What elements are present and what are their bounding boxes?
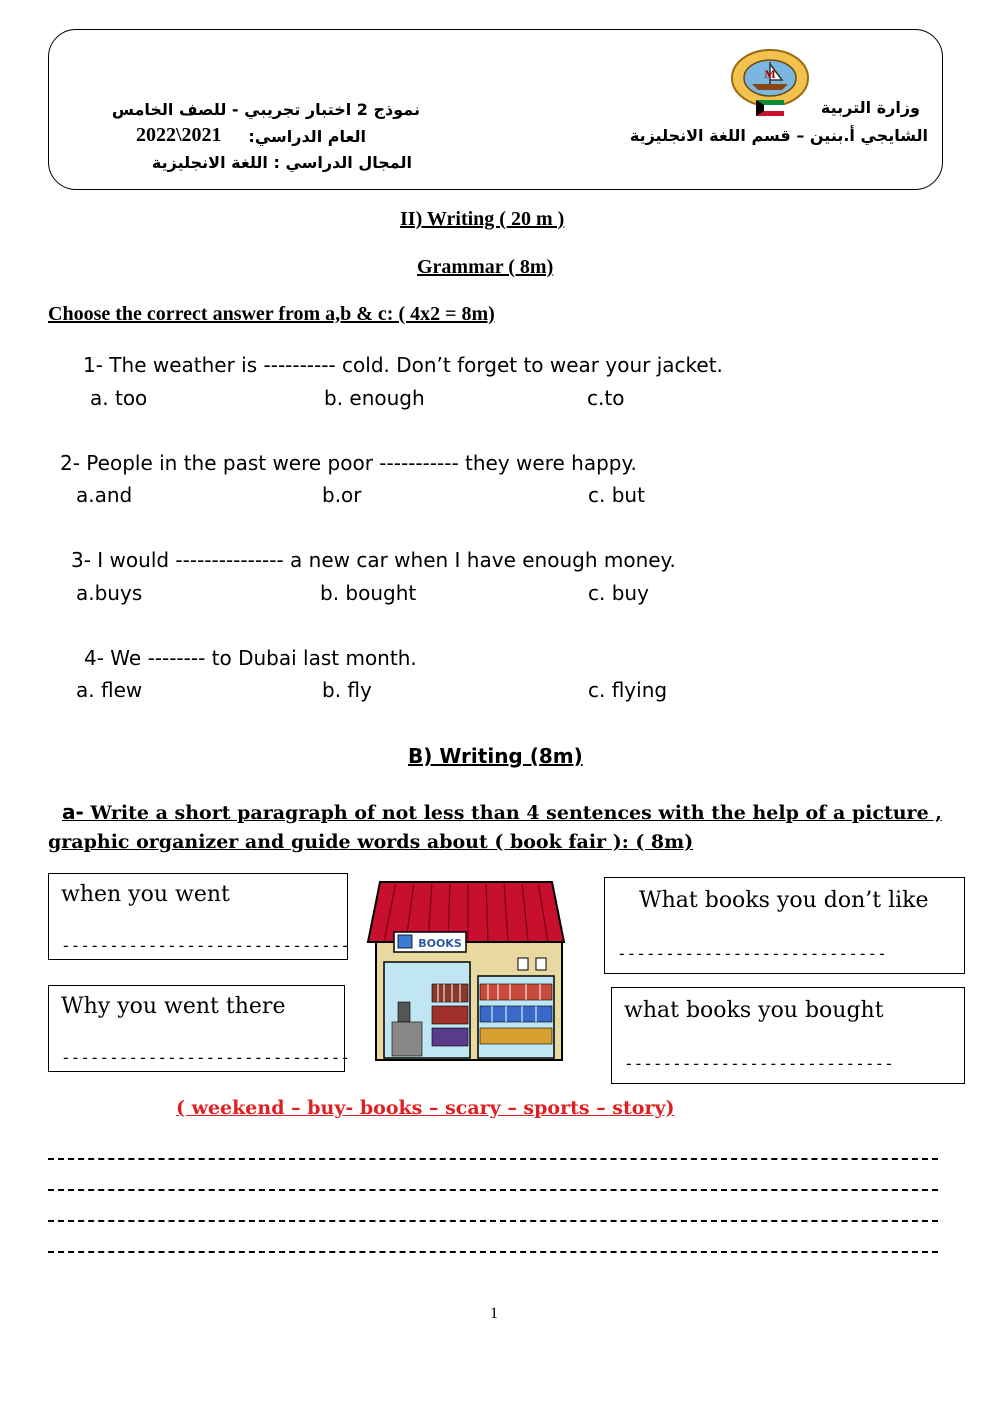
q2-option-a[interactable]: a.and [76,483,133,507]
writing-line[interactable] [48,1220,938,1222]
answer-line[interactable]: ---------------------------- [617,944,887,963]
organizer-box-why [48,985,350,1072]
organizer-label-dislike: What books you don’t like [639,888,929,913]
department-name: الشايجي أ.بنين – قسم اللغة الانجليزية [629,126,928,145]
writing-prompt-line-1 [48,800,942,824]
page-number: 1 [490,1305,498,1322]
q3-option-b[interactable]: b. bought [320,581,417,605]
svg-text:M: M [764,67,776,81]
organizer-label-why: Why you went there [61,994,286,1019]
subject-label: المجال الدراسي : اللغة الانجليزية [151,153,412,172]
question-3: 3- I would --------------- a new car when I have enough money. [71,548,676,572]
grammar-title: Grammar ( 8m) [417,256,554,278]
q1-option-b[interactable]: b. enough [324,386,425,410]
writing-prompt-line-2: graphic organizer and guide words about ( book fair ): ( 8m) [48,831,694,853]
q4-option-a[interactable]: a. flew [76,678,143,702]
bookshop-icon [366,880,566,1062]
q1-option-c[interactable]: c.to [587,386,625,410]
q3-option-c[interactable]: c. buy [588,581,649,605]
prompt-text-1: Write a short paragraph of not less than 4 sentences with the help of a picture , [83,802,942,824]
answer-line[interactable]: ------------------------------ [61,1048,350,1067]
section-title: II) Writing ( 20 m ) [400,208,565,230]
organizer-box-dislike [604,877,965,974]
ministry-name: وزارة التربية [820,98,920,117]
question-2: 2- People in the past were poor ----------- they were happy. [60,451,637,475]
writing-line[interactable] [48,1251,938,1253]
writing-line[interactable] [48,1158,938,1160]
writing-line[interactable] [48,1189,938,1191]
instruction: Choose the correct answer from a,b & c: ( 4x2 = 8m) [48,303,495,325]
organizer-label-when: when you went [61,882,230,907]
q1-option-a[interactable]: a. too [90,386,148,410]
guide-words: ( weekend – buy- books – scary – sports – story) [176,1097,675,1119]
prompt-letter: a- [62,800,84,824]
answer-line[interactable]: ------------------------------ [61,936,350,955]
question-4: 4- We -------- to Dubai last month. [84,646,417,670]
organizer-label-bought: what books you bought [624,998,884,1023]
q2-option-c[interactable]: c. but [588,483,645,507]
q4-option-c[interactable]: c. flying [588,678,668,702]
q3-option-a[interactable]: a.buys [76,581,143,605]
school-year-label: العام الدراسي: [248,127,366,146]
question-1: 1- The weather is ---------- cold. Don’t forget to wear your jacket. [83,353,723,377]
answer-line[interactable]: ---------------------------- [624,1054,894,1073]
q2-option-b[interactable]: b.or [322,483,362,507]
shop-sign-text: BOOKS [418,937,462,950]
organizer-box-bought [611,987,965,1084]
exam-title: نموذج 2 اختبار تجريبي - للصف الخامس [111,100,420,119]
kuwait-emblem-icon [728,48,812,118]
q4-option-b[interactable]: b. fly [322,678,372,702]
organizer-box-when [48,873,348,960]
school-year-value: 2022\2021 [136,124,222,146]
writing-title: B) Writing (8m) [408,744,583,768]
